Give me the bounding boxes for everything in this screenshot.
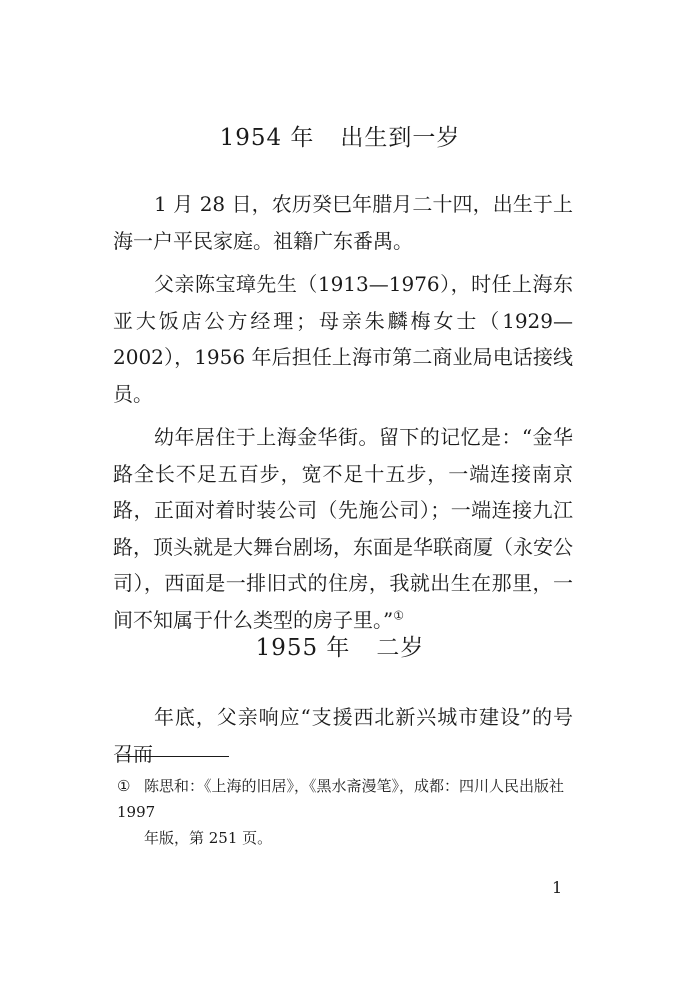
paragraph: 1 月 28 日，农历癸巳年腊月二十四，出生于上海一户平民家庭。祖籍广东番禺。 <box>113 192 573 253</box>
heading-title: 二岁 <box>376 635 425 661</box>
section-heading-1954 <box>0 119 680 152</box>
footnote-line: 年版，第 251 页。 <box>144 829 273 847</box>
footnote-text: 陈思和：《上海的旧居》，《黑水斋漫笔》，成都：四川人民出版社 1997 <box>117 777 565 821</box>
footnote-reference[interactable]: ① <box>393 607 404 622</box>
paragraph: 父亲陈宝璋先生（1913—1976），时任上海东亚大饭店公方经理；母亲朱麟梅女士（1929—2002），1956 年后担任上海市第二商业局电话接线员。 <box>113 272 573 406</box>
paragraph <box>113 419 573 638</box>
footnote-marker: ① <box>117 777 131 795</box>
heading-year: 1955 年 <box>255 635 351 661</box>
section-body-1955 <box>113 699 573 779</box>
paragraph: 年底，父亲响应“支援西北新兴城市建设”的号召而 <box>113 705 573 766</box>
section-body-1954 <box>113 186 573 645</box>
footnote-line <box>117 773 572 825</box>
paragraph-text: 幼年居住于上海金华街。留下的记忆是：“金华路全长不足五百步，宽不足十五步，一端连接南京路，正面对着时装公司（先施公司）；一端连接九江路，顶头就是大舞台剧场，东面是华联商厦（永安公司），西面是一排旧式的住房，我就出生在那里，一间不知属于什么类型的房子里。” <box>113 425 573 632</box>
heading-title: 出生到一岁 <box>340 125 461 151</box>
footnote-divider <box>117 756 229 757</box>
heading-year: 1954 年 <box>219 125 315 151</box>
footnote <box>117 773 572 851</box>
section-heading-1955 <box>0 629 680 662</box>
page-number: 1 <box>552 878 563 897</box>
